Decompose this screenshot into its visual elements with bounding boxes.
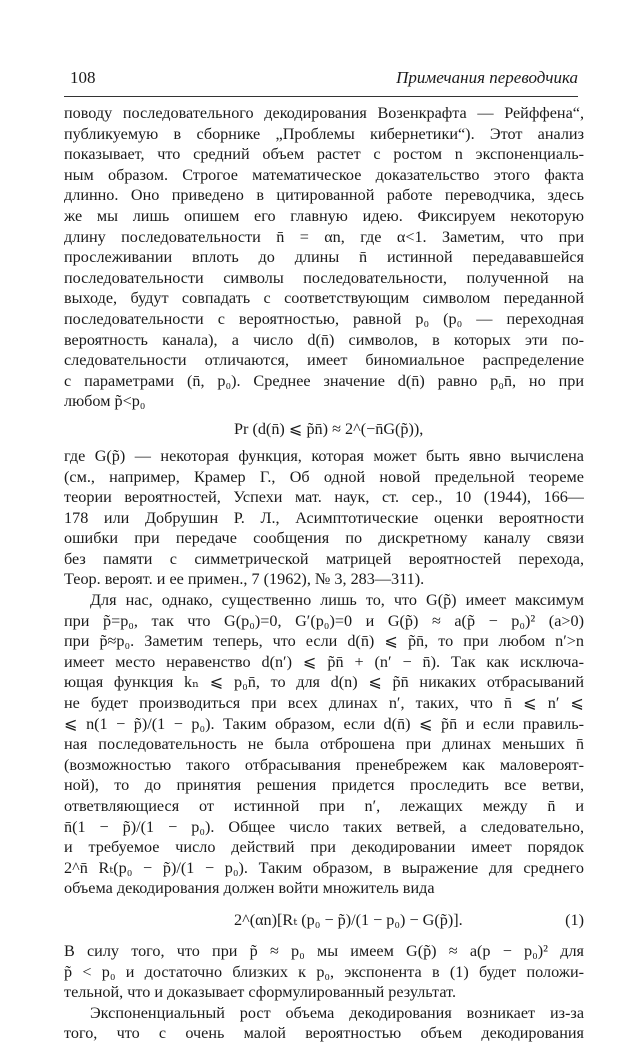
text-line: (возможностью такого отбрасывания пренебрежем как маловероят- (64, 755, 584, 774)
text-line: В силу того, что при p̃ ≈ p₀ мы имеем G(p̃) ≈ a(p − p₀)² для (64, 941, 584, 960)
text-line: n̄(1 − p̃)/(1 − p₀). Общее число таких ветвей, а следовательно, (64, 817, 584, 836)
text-line: же мы лишь опишем его главную идею. Фиксируем некоторую (64, 206, 584, 225)
text-line: публикуемую в сборнике „Проблемы кибернетики“). Этот анализ (64, 124, 584, 143)
text-line: длину последовательности n̄ = αn, где α<1. Заметим, что при (64, 227, 584, 246)
text-line: объема декодирования должен войти множитель вида (64, 879, 435, 898)
page-header (64, 68, 578, 92)
formula-expression: Pr (d(n̄) ⩽ p̃n̄) ≈ 2^(−n̄G(p̃)), (234, 419, 424, 438)
header-rule (64, 96, 578, 97)
text-line: 178 или Добрушин Р. Л., Асимптотические оценки вероятности (64, 508, 584, 527)
text-line: того, что с очень малой вероятностью объем декодирования (64, 1024, 584, 1043)
equation-number: (1) (565, 910, 584, 929)
text-line: Теор. вероят. и ее примен., 7 (1962), № 3, 283—311). (64, 570, 425, 589)
text-line: показывает, что средний объем растет с ростом n экспоненциаль- (64, 145, 584, 164)
text-line: любом p̃<p₀ (64, 392, 146, 411)
text-line: без памяти с симметрической матрицей вероятностей перехода, (64, 549, 584, 568)
text-line: ной), то до принятия решения придется проследить все ветви, (64, 776, 584, 795)
text-line: ответвляющиеся от истинной при n′, лежащих между n̄ и (64, 797, 584, 815)
text-line: Для нас, однако, существенно лишь то, что G(p̃) имеет максимум (90, 591, 584, 610)
body-text (64, 103, 584, 1044)
text-line: следовательности отличаются, имеет биномиальное распределение (64, 351, 584, 370)
text-line: ⩽ n(1 − p̃)/(1 − p₀). Таким образом, если d(n̄) ⩽ p̃n̄ и если правиль- (64, 714, 584, 733)
text-line: имеет место неравенство d(n′) ⩽ p̃n̄ + (n′ − n̄). Так как исключа- (64, 652, 584, 671)
text-line: (см., например, Крамер Г., Об одной новой предельной теореме (64, 467, 584, 486)
formula-expression: 2^(αn)[Rₜ (p₀ − p̃)/(1 − p₀) − G(p̃)]. (234, 910, 463, 929)
running-head: Примечания переводчика (396, 68, 578, 87)
text-line: где G(p̃) — некоторая функция, которая может быть явно вычислена (64, 446, 584, 465)
page-number: 108 (70, 68, 96, 87)
text-line: тельной, что и доказывает сформулированный результат. (64, 983, 456, 1002)
text-line: теории вероятностей, Успехи мат. наук, ст. сер., 10 (1944), 166— (64, 488, 584, 507)
text-line: выходе, будут совпадать с соответствующим символом переданной (64, 289, 584, 308)
text-line: при p̃≈p₀. Заметим теперь, что если d(n̄) ⩽ p̃n̄, то при любом n′>n (64, 632, 584, 651)
text-line: вероятность канала), а число d(n̄) символов, в которых эти по- (64, 330, 584, 349)
text-line: поводу последовательного декодирования Возенкрафта — Рейффена“, (64, 104, 584, 122)
text-line: ная последовательность не была отброшена при длинах меньших n̄ (64, 735, 584, 754)
text-line: ющая функция kₙ ⩽ p₀n̄, то для d(n) ⩽ p̃n̄ никаких отбрасываний (64, 673, 584, 692)
formula-multiplier (64, 899, 584, 941)
text-line: ным образом. Строгое математическое доказательство этого факта (64, 165, 584, 184)
text-line: ошибки при передаче сообщения по дискретному каналу связи (64, 529, 584, 548)
text-line: не будет производиться при всех длинах n′, таких, что n̄ ⩽ n′ ⩽ (64, 694, 584, 713)
text-line: 2^n̄ Rₜ(p₀ − p̃)/(1 − p₀). Таким образом, в выражение для среднего (64, 858, 584, 877)
text-line: Экспоненциальный рост объема декодирования возникает из-за (90, 1003, 584, 1022)
formula-probability (64, 412, 584, 446)
text-line: с параметрами (n̄, p₀). Среднее значение d(n̄) равно p₀n̄, но при (64, 371, 584, 390)
text-line: длинно. Оно приведено в цитированной работе переводчика, здесь (64, 186, 584, 205)
text-line: и требуемое число действий при декодировании имеет порядок (64, 838, 584, 857)
text-line: последовательности с вероятностью, равной p₀ (p₀ — переходная (64, 309, 584, 328)
text-line: p̃ < p₀ и достаточно близких к p₀, экспонента в (1) будет положи- (64, 962, 584, 981)
text-line: последовательности символы последовательности, полученной на (64, 268, 584, 287)
text-line: при p̃=p₀, так что G(p₀)=0, G′(p₀)=0 и G(p̃) ≈ a(p̃ − p₀)² (a>0) (64, 611, 584, 630)
text-line: прослеживании вплоть до длины n̄ истинной передававшейся (64, 248, 584, 267)
